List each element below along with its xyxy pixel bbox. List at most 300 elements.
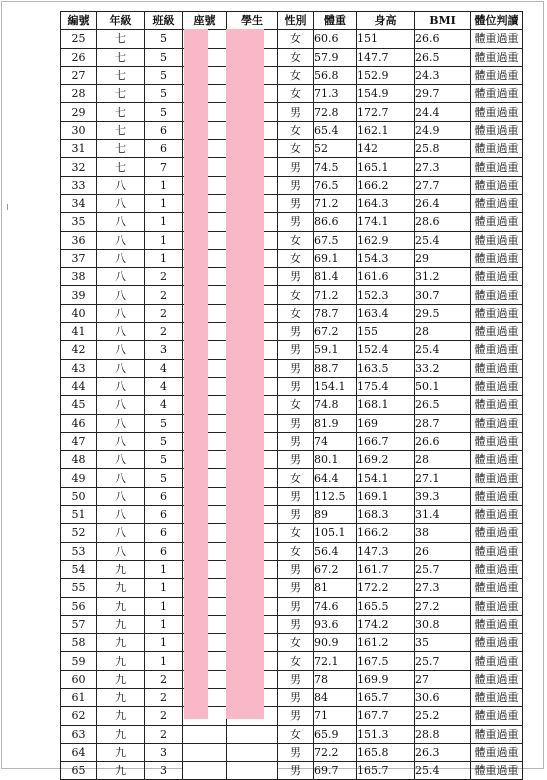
cell-no: 61 — [61, 688, 97, 706]
table-row — [61, 743, 523, 761]
cell-bmi: 24.3 — [415, 66, 471, 84]
cell-weight: 65.4 — [314, 121, 357, 139]
header-student: 學生 — [227, 12, 278, 30]
cell-status: 體重過重 — [471, 451, 523, 469]
table-row — [61, 725, 523, 743]
cell-seat — [183, 725, 227, 743]
cell-no: 59 — [61, 652, 97, 670]
cell-weight: 71 — [314, 707, 357, 725]
cell-height: 165.7 — [357, 688, 415, 706]
cell-gender: 女 — [278, 48, 314, 66]
cell-status: 體重過重 — [471, 323, 523, 341]
cell-weight: 67.2 — [314, 323, 357, 341]
cell-class: 1 — [145, 176, 183, 194]
cell-bmi: 25.4 — [415, 231, 471, 249]
cell-no: 54 — [61, 560, 97, 578]
cell-bmi: 26 — [415, 542, 471, 560]
cell-weight: 78 — [314, 670, 357, 688]
cell-class: 4 — [145, 396, 183, 414]
cell-no: 32 — [61, 158, 97, 176]
cell-bmi: 26.5 — [415, 396, 471, 414]
header-bmi: BMI — [415, 12, 471, 30]
cell-bmi: 27.3 — [415, 158, 471, 176]
cell-no: 45 — [61, 396, 97, 414]
table-row — [61, 231, 523, 249]
cell-height: 169.1 — [357, 487, 415, 505]
cell-status: 體重過重 — [471, 688, 523, 706]
cell-no: 49 — [61, 469, 97, 487]
cell-grade: 七 — [97, 30, 145, 48]
cell-bmi: 27.3 — [415, 579, 471, 597]
table-row — [61, 451, 523, 469]
cell-student — [227, 725, 278, 743]
cell-class: 1 — [145, 213, 183, 231]
cell-height: 154.1 — [357, 469, 415, 487]
cell-status: 體重過重 — [471, 341, 523, 359]
cell-class: 5 — [145, 85, 183, 103]
cell-no: 50 — [61, 487, 97, 505]
cell-height: 168.1 — [357, 396, 415, 414]
cell-student — [227, 743, 278, 761]
header-no: 編號 — [61, 12, 97, 30]
cell-gender: 女 — [278, 140, 314, 158]
cell-bmi: 25.4 — [415, 341, 471, 359]
cell-class: 1 — [145, 560, 183, 578]
cell-bmi: 25.2 — [415, 707, 471, 725]
cell-no: 26 — [61, 48, 97, 66]
cell-bmi: 35 — [415, 634, 471, 652]
cell-gender: 女 — [278, 304, 314, 322]
cell-no: 35 — [61, 213, 97, 231]
table-row — [61, 85, 523, 103]
cell-height: 152.4 — [357, 341, 415, 359]
cell-weight: 72.2 — [314, 743, 357, 761]
cell-grade: 八 — [97, 341, 145, 359]
cell-grade: 八 — [97, 323, 145, 341]
cell-no: 48 — [61, 451, 97, 469]
table-row — [61, 377, 523, 395]
cell-gender: 男 — [278, 506, 314, 524]
cell-grade: 九 — [97, 652, 145, 670]
cell-height: 175.4 — [357, 377, 415, 395]
cell-grade: 八 — [97, 414, 145, 432]
cell-grade: 八 — [97, 213, 145, 231]
cell-no: 56 — [61, 597, 97, 615]
cell-weight: 81 — [314, 579, 357, 597]
table-row — [61, 597, 523, 615]
cell-no: 58 — [61, 634, 97, 652]
cell-class: 2 — [145, 323, 183, 341]
cell-status: 體重過重 — [471, 762, 523, 780]
cell-height: 166.2 — [357, 176, 415, 194]
cell-class: 5 — [145, 469, 183, 487]
cell-grade: 八 — [97, 542, 145, 560]
cell-grade: 七 — [97, 85, 145, 103]
cell-class: 6 — [145, 487, 183, 505]
cell-weight: 56.8 — [314, 66, 357, 84]
cell-weight: 59.1 — [314, 341, 357, 359]
cell-bmi: 31.4 — [415, 506, 471, 524]
cell-gender: 男 — [278, 487, 314, 505]
cell-status: 體重過重 — [471, 652, 523, 670]
cell-gender: 女 — [278, 396, 314, 414]
cell-class: 5 — [145, 30, 183, 48]
cell-gender: 女 — [278, 121, 314, 139]
table-row — [61, 634, 523, 652]
cell-grade: 八 — [97, 304, 145, 322]
table-row — [61, 560, 523, 578]
table-row — [61, 140, 523, 158]
cell-weight: 154.1 — [314, 377, 357, 395]
cell-bmi: 31.2 — [415, 268, 471, 286]
cell-height: 168.3 — [357, 506, 415, 524]
cell-no: 65 — [61, 762, 97, 780]
cell-bmi: 30.7 — [415, 286, 471, 304]
cell-gender: 男 — [278, 158, 314, 176]
cell-status: 體重過重 — [471, 103, 523, 121]
cell-student — [227, 762, 278, 780]
cell-status: 體重過重 — [471, 725, 523, 743]
cell-grade: 八 — [97, 231, 145, 249]
cell-class: 1 — [145, 652, 183, 670]
cell-grade: 八 — [97, 524, 145, 542]
cell-status: 體重過重 — [471, 579, 523, 597]
cell-no: 43 — [61, 359, 97, 377]
cell-grade: 九 — [97, 615, 145, 633]
cell-no: 63 — [61, 725, 97, 743]
cell-gender: 男 — [278, 194, 314, 212]
table-row — [61, 359, 523, 377]
cell-bmi: 28.7 — [415, 414, 471, 432]
header-weight: 體重 — [314, 12, 357, 30]
cell-no: 25 — [61, 30, 97, 48]
cell-grade: 八 — [97, 286, 145, 304]
cell-gender: 男 — [278, 579, 314, 597]
cell-status: 體重過重 — [471, 158, 523, 176]
cell-height: 161.7 — [357, 560, 415, 578]
cell-gender: 女 — [278, 30, 314, 48]
redaction-seat — [184, 29, 208, 719]
cell-grade: 八 — [97, 268, 145, 286]
cell-gender: 女 — [278, 231, 314, 249]
cell-weight: 57.9 — [314, 48, 357, 66]
table-row — [61, 103, 523, 121]
cell-weight: 74.8 — [314, 396, 357, 414]
table-row — [61, 652, 523, 670]
cell-bmi: 39.3 — [415, 487, 471, 505]
cell-status: 體重過重 — [471, 213, 523, 231]
cell-status: 體重過重 — [471, 707, 523, 725]
cell-gender: 女 — [278, 66, 314, 84]
cell-gender: 女 — [278, 286, 314, 304]
cell-no: 37 — [61, 249, 97, 267]
cell-gender: 男 — [278, 762, 314, 780]
cell-bmi: 28 — [415, 451, 471, 469]
cell-height: 151.3 — [357, 725, 415, 743]
cell-grade: 九 — [97, 634, 145, 652]
header-gender: 性別 — [278, 12, 314, 30]
cell-height: 163.5 — [357, 359, 415, 377]
cell-no: 42 — [61, 341, 97, 359]
cell-weight: 89 — [314, 506, 357, 524]
cell-gender: 男 — [278, 268, 314, 286]
cell-bmi: 26.6 — [415, 30, 471, 48]
cell-bmi: 50.1 — [415, 377, 471, 395]
cell-weight: 93.6 — [314, 615, 357, 633]
cell-height: 167.7 — [357, 707, 415, 725]
cell-gender: 男 — [278, 103, 314, 121]
cell-bmi: 28 — [415, 323, 471, 341]
cell-height: 163.4 — [357, 304, 415, 322]
cell-grade: 九 — [97, 670, 145, 688]
table-row — [61, 414, 523, 432]
cell-bmi: 24.9 — [415, 121, 471, 139]
cell-grade: 八 — [97, 396, 145, 414]
cell-status: 體重過重 — [471, 377, 523, 395]
cell-no: 46 — [61, 414, 97, 432]
cell-height: 165.7 — [357, 762, 415, 780]
table-row — [61, 249, 523, 267]
cell-height: 166.7 — [357, 432, 415, 450]
cell-height: 165.5 — [357, 597, 415, 615]
cell-no: 30 — [61, 121, 97, 139]
cell-no: 53 — [61, 542, 97, 560]
cell-gender: 男 — [278, 451, 314, 469]
cell-weight: 71.2 — [314, 286, 357, 304]
cell-grade: 七 — [97, 158, 145, 176]
table-row — [61, 213, 523, 231]
cell-height: 161.2 — [357, 634, 415, 652]
table-row — [61, 48, 523, 66]
cell-weight: 80.1 — [314, 451, 357, 469]
table-row — [61, 66, 523, 84]
cell-no: 57 — [61, 615, 97, 633]
cell-weight: 74.6 — [314, 597, 357, 615]
cell-weight: 86.6 — [314, 213, 357, 231]
cell-weight: 78.7 — [314, 304, 357, 322]
cell-weight: 60.6 — [314, 30, 357, 48]
cell-status: 體重過重 — [471, 560, 523, 578]
cell-grade: 九 — [97, 579, 145, 597]
cell-class: 1 — [145, 615, 183, 633]
cell-gender: 男 — [278, 743, 314, 761]
cell-no: 40 — [61, 304, 97, 322]
cell-gender: 女 — [278, 542, 314, 560]
cell-height: 165.8 — [357, 743, 415, 761]
cell-no: 33 — [61, 176, 97, 194]
cell-status: 體重過重 — [471, 66, 523, 84]
cell-grade: 八 — [97, 194, 145, 212]
cell-height: 147.7 — [357, 48, 415, 66]
cell-bmi: 25.8 — [415, 140, 471, 158]
cell-class: 6 — [145, 524, 183, 542]
cell-no: 34 — [61, 194, 97, 212]
cell-grade: 九 — [97, 743, 145, 761]
cell-weight: 72.8 — [314, 103, 357, 121]
cell-bmi: 30.8 — [415, 615, 471, 633]
header-grade: 年級 — [97, 12, 145, 30]
cell-no: 62 — [61, 707, 97, 725]
cell-status: 體重過重 — [471, 469, 523, 487]
cell-class: 1 — [145, 231, 183, 249]
cell-height: 162.1 — [357, 121, 415, 139]
cell-grade: 九 — [97, 707, 145, 725]
cell-weight: 71.3 — [314, 85, 357, 103]
cell-class: 2 — [145, 304, 183, 322]
cell-bmi: 27 — [415, 670, 471, 688]
cell-grade: 九 — [97, 560, 145, 578]
table-row — [61, 762, 523, 780]
cell-gender: 男 — [278, 359, 314, 377]
cell-weight: 67.5 — [314, 231, 357, 249]
cell-height: 169.9 — [357, 670, 415, 688]
header-height: 身高 — [357, 12, 415, 30]
cell-grade: 七 — [97, 48, 145, 66]
cell-height: 172.7 — [357, 103, 415, 121]
cell-weight: 56.4 — [314, 542, 357, 560]
cell-class: 3 — [145, 341, 183, 359]
cell-gender: 男 — [278, 707, 314, 725]
table-row — [61, 176, 523, 194]
cell-class: 4 — [145, 377, 183, 395]
scan-mark — [7, 204, 8, 210]
cell-status: 體重過重 — [471, 615, 523, 633]
table-row — [61, 286, 523, 304]
cell-bmi: 25.7 — [415, 560, 471, 578]
cell-gender: 女 — [278, 249, 314, 267]
cell-gender: 男 — [278, 615, 314, 633]
cell-weight: 105.1 — [314, 524, 357, 542]
cell-gender: 男 — [278, 670, 314, 688]
cell-status: 體重過重 — [471, 286, 523, 304]
cell-bmi: 29.5 — [415, 304, 471, 322]
cell-class: 6 — [145, 140, 183, 158]
cell-status: 體重過重 — [471, 85, 523, 103]
cell-no: 29 — [61, 103, 97, 121]
cell-bmi: 26.3 — [415, 743, 471, 761]
cell-status: 體重過重 — [471, 597, 523, 615]
cell-status: 體重過重 — [471, 121, 523, 139]
cell-gender: 女 — [278, 524, 314, 542]
cell-weight: 88.7 — [314, 359, 357, 377]
cell-height: 151 — [357, 30, 415, 48]
cell-no: 47 — [61, 432, 97, 450]
cell-class: 7 — [145, 158, 183, 176]
cell-weight: 81.4 — [314, 268, 357, 286]
cell-height: 152.9 — [357, 66, 415, 84]
cell-bmi: 24.4 — [415, 103, 471, 121]
cell-weight: 84 — [314, 688, 357, 706]
cell-status: 體重過重 — [471, 506, 523, 524]
cell-no: 36 — [61, 231, 97, 249]
cell-grade: 九 — [97, 725, 145, 743]
cell-weight: 112.5 — [314, 487, 357, 505]
cell-status: 體重過重 — [471, 634, 523, 652]
cell-weight: 71.2 — [314, 194, 357, 212]
cell-bmi: 28.6 — [415, 213, 471, 231]
cell-weight: 65.9 — [314, 725, 357, 743]
cell-gender: 男 — [278, 341, 314, 359]
cell-height: 162.9 — [357, 231, 415, 249]
cell-status: 體重過重 — [471, 30, 523, 48]
weight-status-table — [60, 11, 523, 780]
cell-bmi: 29.7 — [415, 85, 471, 103]
cell-status: 體重過重 — [471, 304, 523, 322]
cell-height: 169 — [357, 414, 415, 432]
cell-status: 體重過重 — [471, 542, 523, 560]
cell-class: 5 — [145, 414, 183, 432]
cell-status: 體重過重 — [471, 194, 523, 212]
cell-seat — [183, 743, 227, 761]
cell-class: 1 — [145, 597, 183, 615]
cell-bmi: 30.6 — [415, 688, 471, 706]
cell-class: 2 — [145, 670, 183, 688]
cell-grade: 八 — [97, 176, 145, 194]
header-class: 班級 — [145, 12, 183, 30]
table-row — [61, 304, 523, 322]
cell-bmi: 38 — [415, 524, 471, 542]
cell-weight: 90.9 — [314, 634, 357, 652]
cell-height: 147.3 — [357, 542, 415, 560]
table-row — [61, 506, 523, 524]
table-row — [61, 487, 523, 505]
cell-grade: 八 — [97, 469, 145, 487]
cell-bmi: 27.1 — [415, 469, 471, 487]
cell-grade: 八 — [97, 249, 145, 267]
cell-status: 體重過重 — [471, 524, 523, 542]
cell-grade: 八 — [97, 432, 145, 450]
table-row — [61, 707, 523, 725]
table-row — [61, 158, 523, 176]
cell-height: 169.2 — [357, 451, 415, 469]
table-row — [61, 524, 523, 542]
cell-height: 165.1 — [357, 158, 415, 176]
cell-weight: 74 — [314, 432, 357, 450]
cell-bmi: 25.7 — [415, 652, 471, 670]
cell-height: 155 — [357, 323, 415, 341]
cell-status: 體重過重 — [471, 48, 523, 66]
cell-weight: 81.9 — [314, 414, 357, 432]
cell-status: 體重過重 — [471, 359, 523, 377]
cell-weight: 52 — [314, 140, 357, 158]
cell-height: 174.2 — [357, 615, 415, 633]
table-row — [61, 670, 523, 688]
cell-height: 161.6 — [357, 268, 415, 286]
cell-class: 2 — [145, 286, 183, 304]
cell-bmi: 27.7 — [415, 176, 471, 194]
cell-grade: 八 — [97, 487, 145, 505]
cell-seat — [183, 762, 227, 780]
cell-status: 體重過重 — [471, 414, 523, 432]
table-row — [61, 341, 523, 359]
cell-gender: 女 — [278, 652, 314, 670]
cell-gender: 男 — [278, 213, 314, 231]
cell-height: 152.3 — [357, 286, 415, 304]
cell-no: 55 — [61, 579, 97, 597]
cell-class: 5 — [145, 432, 183, 450]
cell-status: 體重過重 — [471, 176, 523, 194]
cell-status: 體重過重 — [471, 249, 523, 267]
cell-class: 3 — [145, 762, 183, 780]
cell-gender: 男 — [278, 560, 314, 578]
cell-no: 52 — [61, 524, 97, 542]
cell-grade: 七 — [97, 66, 145, 84]
cell-gender: 女 — [278, 469, 314, 487]
cell-no: 64 — [61, 743, 97, 761]
cell-height: 142 — [357, 140, 415, 158]
cell-gender: 女 — [278, 85, 314, 103]
cell-status: 體重過重 — [471, 487, 523, 505]
